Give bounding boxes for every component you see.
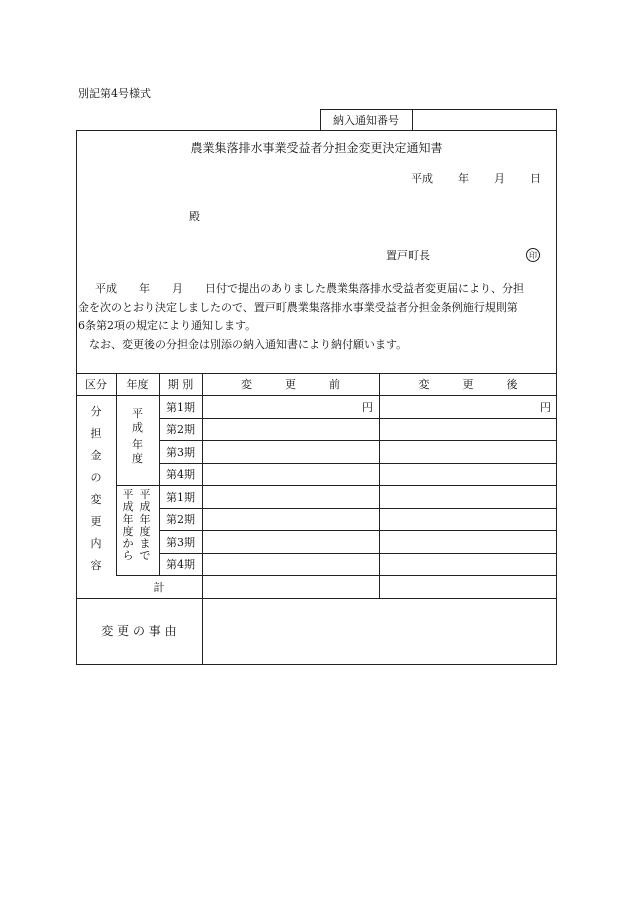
yen-unit-after: 円 [540, 401, 551, 414]
body-line-3: 6条第2項の規定により通知します。 [78, 319, 257, 332]
header-category: 区分 [85, 378, 107, 391]
notice-number-label: 納入通知番号 [333, 114, 399, 127]
period-cell: 第3期 [166, 446, 195, 459]
date-year: 年 [458, 172, 469, 185]
date-month: 月 [494, 172, 505, 185]
body-line-2: 金を次のとおり決定しましたので、置戸町農業集落排水事業受益者分担金条例施行規則第 [78, 301, 518, 314]
period-cell: 第2期 [166, 423, 195, 436]
addressee-suffix: 殿 [189, 210, 200, 223]
category-vertical-label: 分 担 金 の 変 更 内 容 [90, 405, 102, 572]
body-line-1: 平成 年 月 日付で提出のありました農業集落排水受益者変更届により、分担 [95, 282, 524, 295]
issuer-name: 置戸町長 [386, 249, 430, 262]
date-era: 平成 [411, 172, 433, 185]
header-period: 期 別 [167, 378, 194, 391]
date-day: 日 [530, 172, 541, 185]
form-number-label: 別記第4号様式 [78, 87, 151, 100]
total-label: 計 [153, 581, 165, 594]
period-cell: 第1期 [166, 491, 195, 504]
reason-label: 変 更 の 事 由 [101, 624, 177, 638]
header-year: 年度 [126, 378, 149, 391]
period-cell: 第4期 [166, 468, 195, 481]
seal-icon: 印 [526, 248, 540, 262]
period-cell: 第3期 [166, 536, 195, 549]
year-block-2-from-label: 平 成 年 度 か ら [122, 488, 134, 562]
period-cell: 第4期 [166, 558, 195, 571]
header-before: 変 更 前 [241, 378, 340, 391]
period-cell: 第1期 [166, 401, 195, 414]
yen-unit-before: 円 [362, 401, 373, 414]
year-block-2-to-label: 平 成 年 度 ま で [139, 488, 151, 562]
header-after: 変 更 後 [418, 378, 518, 391]
year-block-1-label: 平 成 年 度 [132, 407, 143, 465]
document-title: 農業集落排水事業受益者分担金変更決定通知書 [190, 141, 443, 155]
period-cell: 第2期 [166, 513, 195, 526]
body-line-4: なお、変更後の分担金は別添の納入通知書により納付願います。 [89, 338, 408, 351]
